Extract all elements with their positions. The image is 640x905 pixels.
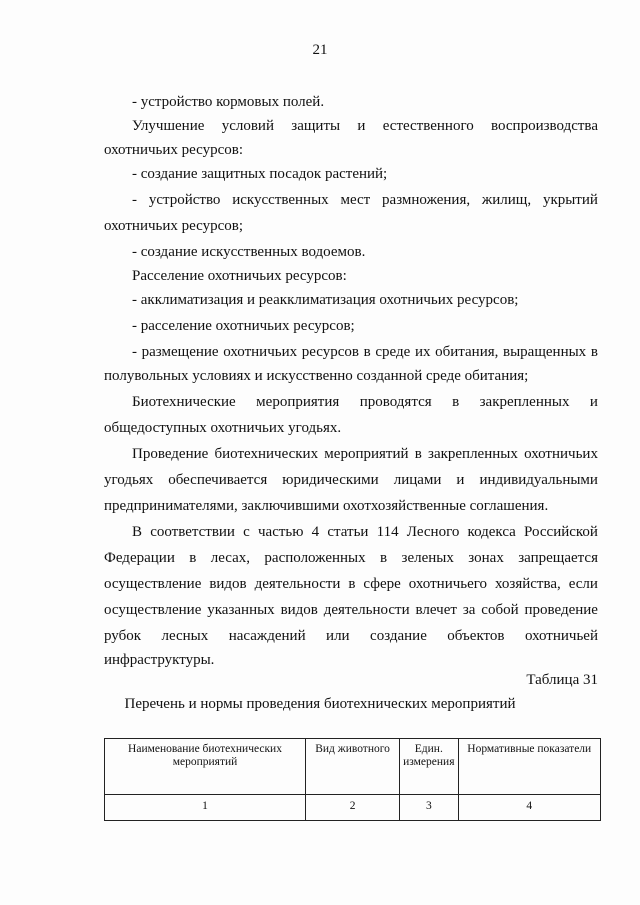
table-header-row <box>105 739 601 795</box>
header-normative-indicators-text: Нормативные показатели <box>467 743 592 755</box>
word: ресурсов <box>301 344 359 360</box>
word: размещение <box>141 344 219 360</box>
page-number: 21 <box>312 42 328 58</box>
word: Биотехнические <box>132 394 236 410</box>
word: охотничьих <box>524 446 598 462</box>
body-line <box>132 118 598 135</box>
word: если <box>568 576 598 592</box>
word: размножения, <box>382 192 471 208</box>
word: лесах, <box>210 550 251 566</box>
body-line: общедоступных охотничьих угодьях. <box>104 420 342 436</box>
word: осуществление <box>104 602 202 618</box>
body-line <box>132 192 598 209</box>
body-line <box>132 394 598 411</box>
body-line <box>104 550 598 567</box>
word: деятельности <box>323 602 410 618</box>
word: 4 <box>311 524 320 540</box>
word: за <box>462 602 476 618</box>
word: статьи <box>327 524 369 540</box>
word: частью <box>258 524 304 540</box>
word: Улучшение <box>132 118 205 134</box>
word: хозяйства, <box>494 576 561 592</box>
word: кодекса <box>467 524 516 540</box>
column-number-4: 4 <box>458 795 601 821</box>
word: лицами <box>393 472 442 488</box>
word: их <box>414 344 431 360</box>
header-unit <box>400 739 458 795</box>
word: мероприятия <box>256 394 340 410</box>
word: и <box>357 118 366 134</box>
body-line <box>132 446 598 463</box>
body-line: - создание искусственных водоемов. <box>132 244 366 260</box>
word: объектов <box>447 628 505 644</box>
body-line <box>132 524 598 541</box>
word: соответствии <box>150 524 235 540</box>
word: защиты <box>291 118 341 134</box>
word: мест <box>340 192 371 208</box>
word: рубок <box>104 628 142 644</box>
word: охотничьего <box>408 576 488 592</box>
word: и <box>456 472 465 488</box>
word: обеспечивается <box>168 472 268 488</box>
word: зеленых <box>401 550 454 566</box>
word: закрепленных <box>479 394 570 410</box>
word: насаждений <box>228 628 306 644</box>
body-line <box>132 344 598 361</box>
table-number-row <box>105 795 601 821</box>
word: запрещается <box>518 550 598 566</box>
word: в <box>189 550 197 566</box>
word: сфере <box>363 576 401 592</box>
word: угодьях <box>104 472 154 488</box>
body-line: - устройство кормовых полей. <box>132 94 325 110</box>
word: жилищ, <box>481 192 532 208</box>
word: лесных <box>161 628 209 644</box>
word: индивидуальными <box>479 472 598 488</box>
body-line <box>104 628 598 645</box>
word: указанных <box>207 602 275 618</box>
word: в <box>348 576 356 592</box>
body-line: Расселение охотничьих ресурсов: <box>132 268 347 284</box>
word: в <box>380 550 388 566</box>
body-line: охотничьих ресурсов: <box>104 142 244 158</box>
word: Федерации <box>104 550 175 566</box>
word: в <box>590 344 598 360</box>
word: Лесного <box>406 524 460 540</box>
header-unit-text: Един. измерения <box>403 743 455 768</box>
header-activity-name-text: Наименование биотехнических мероприятий <box>128 743 282 768</box>
body-line: - акклиматизация и реакклиматизация охотничьих ресурсов; <box>132 292 519 308</box>
word: юридическими <box>282 472 379 488</box>
table-label: Таблица 31 <box>526 672 598 688</box>
word: проводятся <box>359 394 432 410</box>
word: среде <box>375 344 411 360</box>
body-line: инфраструктуры. <box>104 652 215 668</box>
word: Российской <box>524 524 598 540</box>
body-line <box>104 576 598 593</box>
header-animal-species-text: Вид животного <box>315 743 390 755</box>
body-line: полувольных условиях и искусственно созданной среде обитания; <box>104 368 529 384</box>
word: осуществление <box>104 576 202 592</box>
header-animal-species <box>306 739 400 795</box>
word: собой <box>481 602 519 618</box>
word: условий <box>221 118 274 134</box>
word: устройство <box>148 192 221 208</box>
word: - <box>132 344 137 360</box>
word: или <box>326 628 350 644</box>
word: мероприятий <box>324 446 409 462</box>
word: охотничьей <box>524 628 598 644</box>
word: в <box>414 446 422 462</box>
word: проведение <box>524 602 598 618</box>
table-title: Перечень и нормы проведения биотехнических мероприятий <box>124 696 516 712</box>
header-normative-indicators <box>458 739 601 795</box>
word: зонах <box>468 550 504 566</box>
body-line: охотничьих ресурсов; <box>104 218 244 234</box>
word: деятельности <box>254 576 341 592</box>
word: выращенных <box>503 344 587 360</box>
column-number-3: 3 <box>400 795 458 821</box>
body-line: предпринимателями, заключившими охотхозяйственные соглашения. <box>104 498 549 514</box>
column-number-2: 2 <box>306 795 400 821</box>
word: видов <box>209 576 247 592</box>
body-line: - расселение охотничьих ресурсов; <box>132 318 355 334</box>
word: обитания, <box>435 344 499 360</box>
word: Проведение <box>132 446 209 462</box>
word: охотничьих <box>223 344 298 360</box>
word: закрепленных <box>428 446 518 462</box>
word: влечет <box>415 602 457 618</box>
word: и <box>589 394 598 410</box>
word: укрытий <box>542 192 598 208</box>
word: в <box>452 394 460 410</box>
norms-table <box>104 738 601 821</box>
body-line: - создание защитных посадок растений; <box>132 166 388 182</box>
word: воспроизводства <box>491 118 598 134</box>
word: с <box>243 524 250 540</box>
word: естественного <box>382 118 474 134</box>
word: биотехнических <box>214 446 319 462</box>
word: в <box>363 344 371 360</box>
header-activity-name <box>105 739 306 795</box>
word: - <box>132 192 137 208</box>
column-number-1: 1 <box>105 795 306 821</box>
word: искусственных <box>232 192 329 208</box>
word: расположенных <box>264 550 366 566</box>
word: 114 <box>376 524 399 540</box>
word: создание <box>370 628 427 644</box>
word: В <box>132 524 143 540</box>
body-line <box>104 602 598 619</box>
body-line <box>104 472 598 489</box>
word: видов <box>280 602 318 618</box>
